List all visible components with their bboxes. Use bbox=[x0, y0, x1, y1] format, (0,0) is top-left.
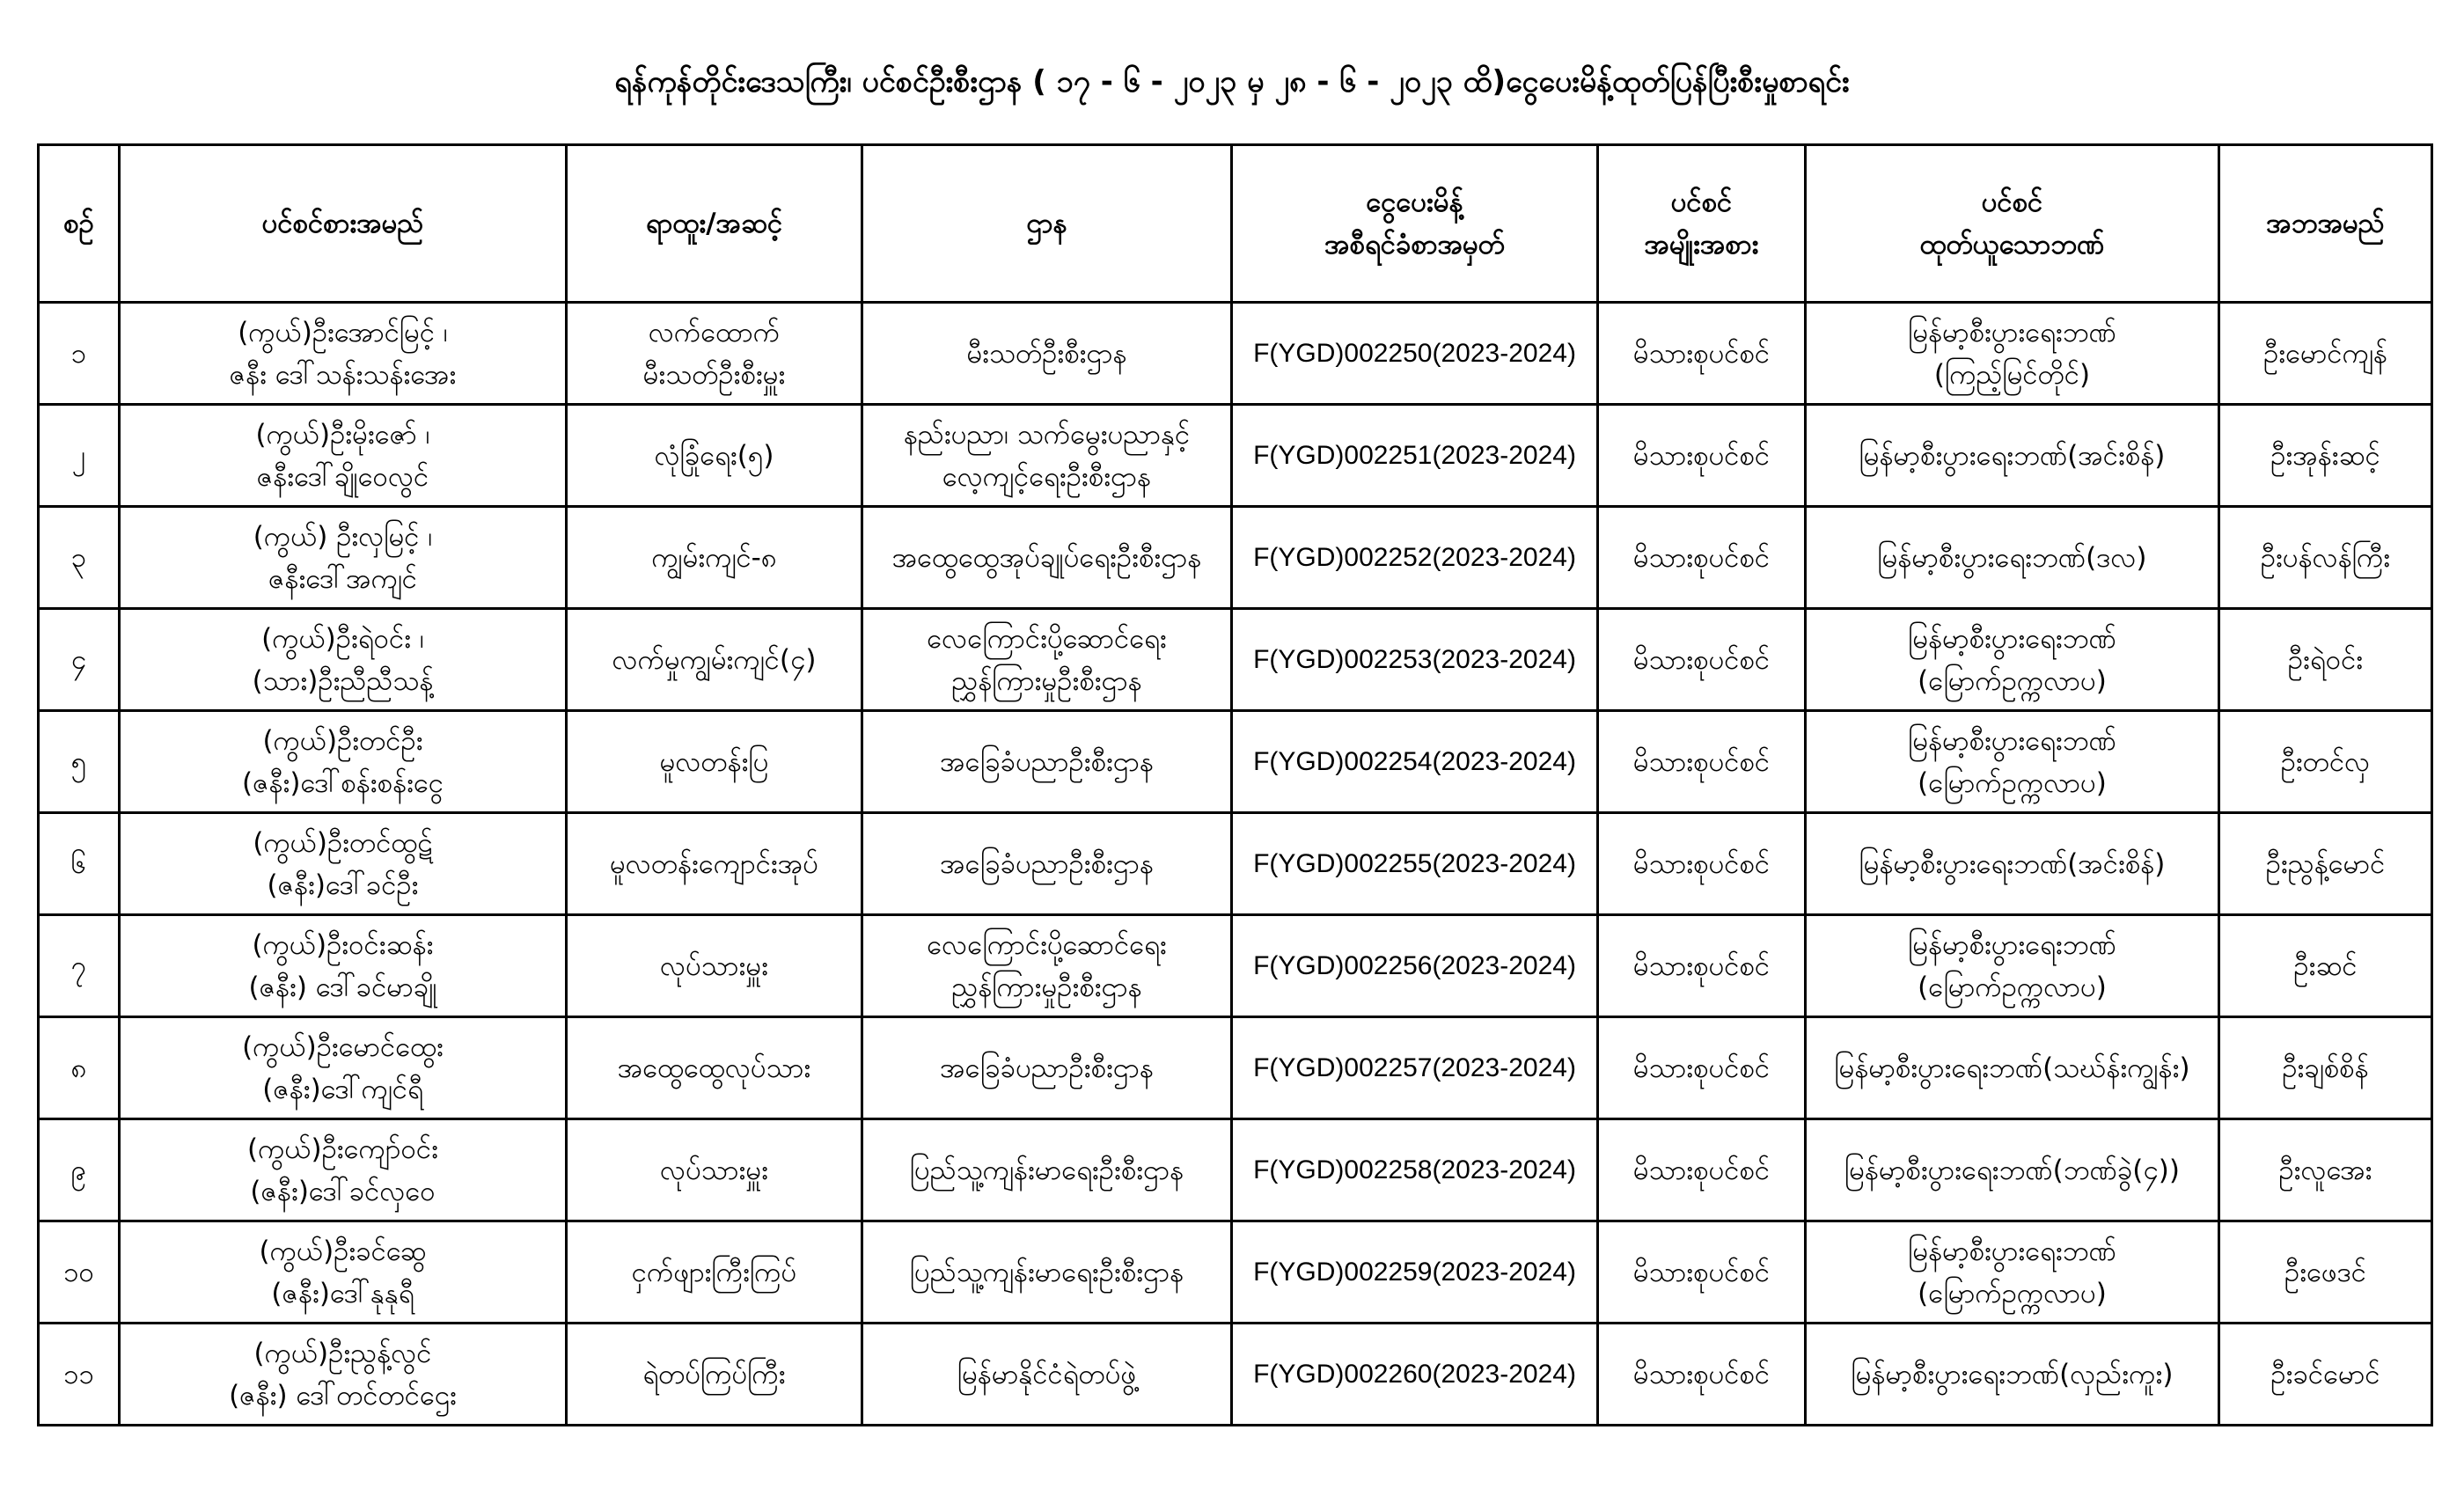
cell-line: (ကွယ်)ဦးညွန့်လွင် bbox=[253, 1337, 432, 1369]
cell-line: အမျိုးအစား bbox=[1644, 229, 1759, 260]
cell-pension-type: မိသားစုပင်စင် bbox=[1598, 1221, 1806, 1324]
cell-report-no: F(YGD)002258(2023-2024) bbox=[1232, 1119, 1598, 1221]
cell-rank bbox=[567, 1017, 862, 1119]
table-row bbox=[39, 915, 2432, 1017]
cell-name bbox=[120, 1221, 567, 1324]
cell-line: မြန်မာ့စီးပွားရေးဘဏ် bbox=[1908, 316, 2116, 348]
cell-bank bbox=[1806, 1119, 2219, 1221]
cell-department bbox=[862, 1017, 1232, 1119]
cell-line: မူလတန်းပြ bbox=[659, 745, 769, 778]
cell-rank bbox=[567, 813, 862, 915]
cell-line: (ဇနီး) ဒေါ်တင်တင်ဌေး bbox=[229, 1379, 457, 1412]
cell-bank bbox=[1806, 1017, 2219, 1119]
header-row bbox=[39, 145, 2432, 303]
table-row bbox=[39, 405, 2432, 507]
cell-father-name: ဦးခင်မောင် bbox=[2219, 1324, 2432, 1426]
table-row bbox=[39, 609, 2432, 711]
cell-line: (ကွယ်)ဦးရဲဝင်း ၊ bbox=[261, 622, 424, 655]
cell-father-name: ဦးဆင် bbox=[2219, 915, 2432, 1017]
cell-father-name: ဦးညွန့်မောင် bbox=[2219, 813, 2432, 915]
cell-line: ညွှန်ကြားမှုဦးစီးဌာန bbox=[951, 664, 1142, 697]
cell-father-name: ဦးတင်လှ bbox=[2219, 711, 2432, 813]
cell-line: (ကွယ်) ဦးလှမြင့် ၊ bbox=[253, 520, 433, 553]
cell-department bbox=[862, 609, 1232, 711]
cell-name bbox=[120, 1324, 567, 1426]
cell-line: ဇနီးဒေါ်အကျင် bbox=[268, 562, 418, 595]
cell-rank bbox=[567, 1221, 862, 1324]
cell-line: အဘအမည် bbox=[2266, 208, 2385, 239]
cell-bank bbox=[1806, 507, 2219, 609]
cell-line: အစီရင်ခံစာအမှတ် bbox=[1324, 229, 1505, 260]
cell-report-no: F(YGD)002254(2023-2024) bbox=[1232, 711, 1598, 813]
cell-line: ဇနီး ဒေါ်သန်းသန်းအေး bbox=[229, 358, 457, 391]
cell-line: မူလတန်းကျောင်းအုပ် bbox=[610, 847, 818, 880]
col-header-father-name bbox=[2219, 145, 2432, 303]
cell-line: (ကွယ်)ဦးတင်ထွဋ် bbox=[253, 826, 433, 859]
cell-rank bbox=[567, 711, 862, 813]
table-row bbox=[39, 813, 2432, 915]
cell-line: စဉ် bbox=[63, 208, 94, 239]
cell-line: (ဇနီး)ဒေါ်ခင်ဦး bbox=[267, 869, 419, 901]
cell-rank bbox=[567, 915, 862, 1017]
cell-name bbox=[120, 1119, 567, 1221]
col-header-name bbox=[120, 145, 567, 303]
cell-pension-type: မိသားစုပင်စင် bbox=[1598, 1119, 1806, 1221]
cell-line: မြန်မာ့စီးပွားရေးဘဏ်(သဃ်န်းကျွန်း) bbox=[1834, 1052, 2190, 1084]
table-row bbox=[39, 1324, 2432, 1426]
page-title: ရန်ကုန်တိုင်းဒေသကြီး၊ ပင်စင်ဦးစီးဌာန ( ၁၇ - ၆ - ၂၀၂၃ မှ ၂၈ - ၆ - ၂၀၂၃ ထိ)ငွေပေးမိန့်ထုတ်ပြန်ပြီးစီးမှုစာရင်း bbox=[614, 64, 1850, 99]
cell-line: (ဇနီး)ဒေါ်ခင်လှဝေ bbox=[250, 1175, 436, 1207]
cell-rank bbox=[567, 609, 862, 711]
cell-line: အခြေခံပညာဦးစီးဌာန bbox=[940, 847, 1154, 880]
cell-line: (ဇနီး)ဒေါ်နုနုရီ bbox=[271, 1277, 414, 1309]
cell-line: (ဇနီး)ဒေါ်ကျင်ရီ bbox=[262, 1073, 423, 1105]
cell-bank bbox=[1806, 711, 2219, 813]
cell-department bbox=[862, 303, 1232, 405]
cell-department bbox=[862, 1119, 1232, 1221]
cell-father-name: ဦးမောင်ကျန် bbox=[2219, 303, 2432, 405]
cell-line: (ကွယ်)ဦးကျော်ဝင်း bbox=[247, 1133, 438, 1165]
cell-line: (မြောက်ဥက္ကလာပ) bbox=[1918, 971, 2107, 1003]
cell-name bbox=[120, 1017, 567, 1119]
cell-father-name: ဦးပန်လန်ကြီး bbox=[2219, 507, 2432, 609]
cell-line: ဇနီးဒေါ်ချိုဝေလွင် bbox=[256, 460, 429, 493]
cell-bank bbox=[1806, 813, 2219, 915]
cell-rank bbox=[567, 303, 862, 405]
cell-line: အခြေခံပညာဦးစီးဌာန bbox=[940, 1052, 1154, 1084]
cell-department bbox=[862, 915, 1232, 1017]
cell-no: ၂ bbox=[39, 405, 120, 507]
cell-line: (ဇနီး)ဒေါ်စန်းစန်းငွေ bbox=[241, 766, 444, 799]
cell-line: အခြေခံပညာဦးစီးဌာန bbox=[940, 745, 1154, 778]
cell-rank bbox=[567, 507, 862, 609]
cell-no: ၈ bbox=[39, 1017, 120, 1119]
cell-department bbox=[862, 711, 1232, 813]
cell-name bbox=[120, 813, 567, 915]
cell-department bbox=[862, 1324, 1232, 1426]
table-row bbox=[39, 507, 2432, 609]
col-header-report-no bbox=[1232, 145, 1598, 303]
cell-line: (ကွယ်)ဦးခင်ဆွေ bbox=[259, 1235, 427, 1267]
cell-no: ၁ bbox=[39, 303, 120, 405]
cell-line: ပင်စင်စားအမည် bbox=[261, 208, 424, 239]
cell-line: (သား)ဦးညီညီသန့် bbox=[252, 664, 434, 697]
cell-line: မြန်မာ့စီးပွားရေးဘဏ် bbox=[1908, 724, 2116, 757]
cell-line: ပြည်သူ့ကျန်းမာရေးဦးစီးဌာန bbox=[909, 1154, 1184, 1186]
cell-department bbox=[862, 507, 1232, 609]
pension-table bbox=[37, 143, 2433, 1426]
cell-line: (ကွယ်)ဦးအောင်မြင့် ၊ bbox=[238, 316, 448, 348]
cell-report-no: F(YGD)002260(2023-2024) bbox=[1232, 1324, 1598, 1426]
cell-name bbox=[120, 609, 567, 711]
cell-pension-type: မိသားစုပင်စင် bbox=[1598, 711, 1806, 813]
table-row bbox=[39, 711, 2432, 813]
cell-no: ၆ bbox=[39, 813, 120, 915]
cell-no: ၉ bbox=[39, 1119, 120, 1221]
cell-line: အထွေထွေအုပ်ချုပ်ရေးဦးစီးဌာန bbox=[891, 541, 1202, 574]
cell-line: လက်မှုကျွမ်းကျင်(၄) bbox=[612, 643, 817, 676]
cell-report-no: F(YGD)002252(2023-2024) bbox=[1232, 507, 1598, 609]
cell-line: (ကွယ်)ဦးမိုးဇော် ၊ bbox=[255, 418, 430, 451]
cell-report-no: F(YGD)002253(2023-2024) bbox=[1232, 609, 1598, 711]
cell-line: လုပ်သားမှူး bbox=[660, 1154, 768, 1186]
cell-line: လုပ်သားမှူး bbox=[660, 950, 768, 982]
cell-no: ၁၀ bbox=[39, 1221, 120, 1324]
table-row bbox=[39, 1221, 2432, 1324]
cell-report-no: F(YGD)002250(2023-2024) bbox=[1232, 303, 1598, 405]
cell-line: ပင်စင် bbox=[1981, 187, 2043, 218]
cell-pension-type: မိသားစုပင်စင် bbox=[1598, 813, 1806, 915]
cell-name bbox=[120, 711, 567, 813]
cell-father-name: ဦးလူအေး bbox=[2219, 1119, 2432, 1221]
cell-line: မြန်မာ့စီးပွားရေးဘဏ်(ဘဏ်ခွဲ(၄)) bbox=[1844, 1154, 2180, 1186]
cell-rank bbox=[567, 1119, 862, 1221]
table-body bbox=[39, 303, 2432, 1426]
cell-bank bbox=[1806, 405, 2219, 507]
cell-line: မြန်မာ့စီးပွားရေးဘဏ်(လှည်းကူး) bbox=[1851, 1358, 2174, 1390]
cell-bank bbox=[1806, 1221, 2219, 1324]
cell-pension-type: မိသားစုပင်စင် bbox=[1598, 303, 1806, 405]
cell-line: အထွေထွေလုပ်သား bbox=[617, 1052, 811, 1084]
cell-no: ၅ bbox=[39, 711, 120, 813]
table-row bbox=[39, 303, 2432, 405]
cell-pension-type: မိသားစုပင်စင် bbox=[1598, 609, 1806, 711]
cell-line: မြန်မာ့စီးပွားရေးဘဏ်(အင်းစိန်) bbox=[1859, 439, 2166, 472]
cell-line: (ဇနီး) ဒေါ်ခင်မာချို bbox=[248, 971, 437, 1003]
cell-report-no: F(YGD)002251(2023-2024) bbox=[1232, 405, 1598, 507]
cell-line: ထုတ်ယူသောဘဏ် bbox=[1919, 229, 2105, 260]
cell-no: ၄ bbox=[39, 609, 120, 711]
cell-pension-type: မိသားစုပင်စင် bbox=[1598, 1017, 1806, 1119]
cell-name bbox=[120, 915, 567, 1017]
cell-line: မီးသတ်ဦးစီးဌာန bbox=[966, 337, 1127, 370]
cell-line: လက်ထောက် bbox=[648, 316, 781, 348]
cell-line: လေကြောင်းပို့ဆောင်ရေး bbox=[927, 928, 1167, 961]
cell-no: ၃ bbox=[39, 507, 120, 609]
cell-line: ပင်စင် bbox=[1670, 187, 1733, 218]
cell-father-name: ဦးအုန်းဆင့် bbox=[2219, 405, 2432, 507]
cell-line: မြန်မာ့စီးပွားရေးဘဏ်(ဒလ) bbox=[1877, 541, 2147, 574]
cell-report-no: F(YGD)002255(2023-2024) bbox=[1232, 813, 1598, 915]
cell-line: မြန်မာ့စီးပွားရေးဘဏ် bbox=[1908, 928, 2116, 961]
cell-bank bbox=[1806, 303, 2219, 405]
cell-line: မြန်မာ့စီးပွားရေးဘဏ် bbox=[1908, 622, 2116, 655]
cell-line: ဌာန bbox=[1026, 208, 1067, 239]
cell-line: ငှက်ဖျားကြီးကြပ် bbox=[631, 1256, 797, 1288]
col-header-department bbox=[862, 145, 1232, 303]
cell-department bbox=[862, 1221, 1232, 1324]
cell-line: (မြောက်ဥက္ကလာပ) bbox=[1918, 664, 2107, 697]
cell-line: မြန်မာနိုင်ငံရဲတပ်ဖွဲ့ bbox=[957, 1358, 1137, 1390]
cell-department bbox=[862, 813, 1232, 915]
cell-no: ၁၁ bbox=[39, 1324, 120, 1426]
cell-name bbox=[120, 405, 567, 507]
cell-no: ၇ bbox=[39, 915, 120, 1017]
cell-rank bbox=[567, 405, 862, 507]
col-header-pension-type bbox=[1598, 145, 1806, 303]
cell-line: လေကြောင်းပို့ဆောင်ရေး bbox=[927, 622, 1167, 655]
cell-line: (ကွယ်)ဦးဝင်းဆန်း bbox=[252, 928, 434, 961]
cell-line: လုံခြုံရေး(၅) bbox=[654, 439, 774, 472]
col-header-no bbox=[39, 145, 120, 303]
cell-line: (မြောက်ဥက္ကလာပ) bbox=[1918, 766, 2107, 799]
cell-line: ငွေပေးမိန့် bbox=[1366, 187, 1463, 218]
cell-line: ကျွမ်းကျင်-၈ bbox=[651, 541, 777, 574]
cell-bank bbox=[1806, 609, 2219, 711]
cell-line: မြန်မာ့စီးပွားရေးဘဏ် bbox=[1908, 1235, 2116, 1267]
cell-line: လေ့ကျင့်ရေးဦးစီးဌာန bbox=[942, 460, 1152, 493]
cell-father-name: ဦးရဲဝင်း bbox=[2219, 609, 2432, 711]
cell-pension-type: မိသားစုပင်စင် bbox=[1598, 507, 1806, 609]
cell-line: ရာထူး/အဆင့် bbox=[645, 208, 783, 239]
cell-department bbox=[862, 405, 1232, 507]
cell-pension-type: မိသားစုပင်စင် bbox=[1598, 915, 1806, 1017]
table-row bbox=[39, 1017, 2432, 1119]
cell-line: (ကွယ်)ဦးမောင်ထွေး bbox=[242, 1030, 444, 1063]
cell-report-no: F(YGD)002256(2023-2024) bbox=[1232, 915, 1598, 1017]
cell-pension-type: မိသားစုပင်စင် bbox=[1598, 405, 1806, 507]
cell-line: မီးသတ်ဦးစီးမှူး bbox=[642, 358, 786, 391]
cell-line: (ကွယ်)ဦးတင်ဦး bbox=[262, 724, 423, 757]
cell-report-no: F(YGD)002259(2023-2024) bbox=[1232, 1221, 1598, 1324]
cell-rank bbox=[567, 1324, 862, 1426]
cell-name bbox=[120, 507, 567, 609]
cell-father-name: ဦးဖေဒင် bbox=[2219, 1221, 2432, 1324]
cell-bank bbox=[1806, 1324, 2219, 1426]
col-header-rank bbox=[567, 145, 862, 303]
table-row bbox=[39, 1119, 2432, 1221]
cell-line: (မြောက်ဥက္ကလာပ) bbox=[1918, 1277, 2107, 1309]
cell-line: ညွှန်ကြားမှုဦးစီးဌာန bbox=[951, 971, 1142, 1003]
cell-line: ရဲတပ်ကြပ်ကြီး bbox=[642, 1358, 786, 1390]
cell-report-no: F(YGD)002257(2023-2024) bbox=[1232, 1017, 1598, 1119]
cell-line: (ကြည့်မြင်တိုင်) bbox=[1933, 358, 2091, 391]
cell-line: နည်းပညာ၊ သက်မွေးပညာနှင့် bbox=[903, 418, 1191, 451]
cell-bank bbox=[1806, 915, 2219, 1017]
cell-name bbox=[120, 303, 567, 405]
cell-line: မြန်မာ့စီးပွားရေးဘဏ်(အင်းစိန်) bbox=[1859, 847, 2166, 880]
col-header-bank bbox=[1806, 145, 2219, 303]
cell-line: ပြည်သူ့ကျန်းမာရေးဦးစီးဌာန bbox=[909, 1256, 1184, 1288]
cell-father-name: ဦးချစ်စိန် bbox=[2219, 1017, 2432, 1119]
cell-pension-type: မိသားစုပင်စင် bbox=[1598, 1324, 1806, 1426]
